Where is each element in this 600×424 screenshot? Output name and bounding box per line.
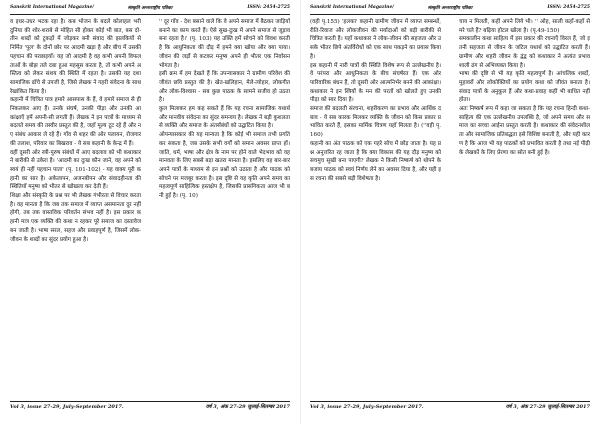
left-page-header	[10, 5, 290, 14]
paragraph: (वही पृ.155) 'हलका' कहानी ग्रामीण जीवन में व्याप्त सम्बन्धों, रीति-रिवाज और लोकजीवन की मर्यादाओं को बड़ी बारीकी से चित्रित करती है। यहाँ कथाकार ने लोक-जीवन की सहजता और उसके भीतर छिपे अंतर्विरोधों को एक साथ पकड़ने का प्रयास किया है।	[310, 19, 441, 60]
right-page-body	[310, 18, 590, 398]
header-rule	[310, 14, 590, 15]
left-column-1	[10, 18, 141, 398]
paragraph: अतः निष्कर्ष रूप में कहा जा सकता है कि यह रचना हिन्दी कथा-साहित्य की एक उल्लेखनीय उपलब्धि है, जो अपने समय और समाज का सच्चा आईना प्रस्तुत करती है। कथाकार की संवेदनशीलता और सामाजिक प्रतिबद्धता इसे विशिष्ट बनाती है, और यही कारण है कि आज भी यह पाठकों को प्रभावित करती है तथा नई पीढ़ी के लेखकों के लिए प्रेरणा का स्रोत बनी हुई है।	[459, 106, 590, 156]
journal-hindi-title: संस्कृति अन्तरराष्ट्रीय पत्रिका	[427, 6, 473, 11]
paragraph: कहानी में चित्रित पात्र हमारे आसपास के हैं, वे हमारे समाज से ही निकलकर आए हैं। उनके संघर्ष, उनकी पीड़ा और उनकी आकांक्षाएँ हमें अपनी-सी लगती हैं। लेखक ने इन पात्रों के माध्यम से बदलते समय की तस्वीर प्रस्तुत की है, जहाँ मूल्य टूट रहे हैं और नए संबंध आकार ले रहे हैं। गाँव से शहर की ओर पलायन, रोजगार की तलाश, परिवार का बिखराव - ये सब कहानी के केन्द्र में हैं।	[10, 97, 141, 147]
paragraph: चाय न मिलती, कहीं अपने लिये भी। '' ओह, साली कहाँ-कहाँ से मरे चले हैं? बढ़िया होटल खोला है। (पृ.49-150)	[459, 19, 590, 34]
paragraph: समाज की बदलती संरचना, शहरीकरण का प्रभाव और आर्थिक दबाव - ये सब कारक मिलकर व्यक्ति के जीवन को किस प्रकार प्रभावित करते हैं, इसका मार्मिक चित्रण यहाँ मिलता है। (''वही पृ. 160)	[310, 106, 441, 139]
left-page-footer	[10, 404, 290, 414]
paragraph: शिक्षा और संस्कृति के प्रश्न पर भी लेखक गंभीरता से विचार करता है। वह मानता है कि जब तक समाज में व्याप्त असमानता दूर नहीं होगी, तब तक वास्तविक परिवर्तन संभव नहीं है। इस प्रकार कहानी मात्र एक व्यक्ति की कथा न रहकर पूरे समाज का दस्तावेज बन जाती है। भाषा सरल, सहज और प्रवाहपूर्ण है, जिसमें लोक-जीवन के शब्दों का सुंदर प्रयोग हुआ है।	[10, 193, 141, 243]
paragraph: व इधर-उधर भटक रहा है। कब भोजन के बदले कोलाहल भरी दुनिया की शोर-शराबे से मोहित सी होकर कोई भी बात, बस दो-तीन शब्दों को टुकड़ों में जोड़कर बनी संवाद की झलकियों से निर्मित 'पुल' के दोनों छोर पर आदमी खड़ा है और बीच में उसकी पहचान की परछाइयाँ। यह जो आदमी है वह कभी अपनी विफलताओं के बोझ तले दबा हुआ महसूस करता है, तो कभी अपने अस्तित्व को लेकर संशय की स्थिति में रहता है। उसकी यह दशा सामाजिक ढाँचे से उपजी है, जिसे लेखक ने गहरी संवेदना के साथ रेखांकित किया है।	[10, 19, 141, 95]
right-column-2	[459, 18, 590, 398]
right-page-footer	[310, 404, 590, 414]
paragraph: वहीं दूसरी ओर स्त्री-पुरुष संबंधों में आए बदलाव को भी कथाकार ने बारीकी से उकेरा है। 'आदमी का दुःख कौन जाने, वह अपने को स्वयं ही नहीं पहचान पाता' (पृ. 101-102) - यह वाक्य पूरी कहानी का सार है। अकेलापन, अजनबीपन और संवादहीनता की स्थितियाँ मनुष्य को भीतर से खोखला कर देती हैं।	[10, 149, 141, 191]
paragraph: ओपन्यासकार की यह मान्यता है कि कोई भी समाज तभी प्रगति कर सकता है, जब उसके सभी वर्गों को समान अवसर प्राप्त हों। जाति, धर्म, भाषा और क्षेत्र के नाम पर होने वाले भेदभाव को वह मानवता के लिए सबसे बड़ा खतरा मानता है। इसलिए वह बार-बार अपने पात्रों के माध्यम से इन प्रश्नों को उठाता है और पाठक को सोचने पर मजबूर करता है। इस दृष्टि से यह कृति अपने समय का महत्वपूर्ण साहित्यिक हस्तक्षेप है, जिसकी प्रासंगिकता आज भी बनी हुई है। (पृ. 10)	[159, 132, 290, 200]
journal-issn: ISSN: 2454-2725	[247, 5, 290, 10]
journal-title: Sanskrit International Magazine/	[10, 5, 94, 10]
journal-title: Sanskrit International Magazine/	[310, 5, 394, 10]
footer-rule	[310, 401, 590, 402]
paragraph: इसी क्रम में हम देखते हैं कि उपन्यासकार ने ग्रामीण परिवेश की जीवंत छवि प्रस्तुत की है। खेत-खलिहान, मेले-त्योहार, लोकगीत और लोक-विश्वास - सब कुछ पाठक के सामने सजीव हो उठता है।	[159, 71, 290, 104]
paragraph: इस कहानी में नारी पात्रों की स्थिति विशेष रूप से उल्लेखनीय है। वे परंपरा और आधुनिकता के बीच संघर्षरत हैं। एक ओर पारिवारिक बंधन हैं, तो दूसरी ओर आत्मनिर्भर बनने की आकांक्षा। कथाकार ने इन स्त्रियों के मन की परतों को खोलते हुए उनकी पीड़ा को स्वर दिया है।	[310, 62, 441, 104]
hindi-issue-info: वर्ष 3, अंक 27-29 जुलाई-सितम्बर 2017	[205, 404, 290, 410]
hindi-issue-info: वर्ष 3, अंक 27-29 जुलाई-सितम्बर 2017	[505, 404, 590, 410]
volume-info: Vol 3, issue 27-29, July-September 2017.	[10, 404, 124, 410]
left-column-2	[159, 18, 290, 398]
header-rule	[10, 14, 290, 15]
paragraph: कहानी का अंत पाठक को एक गहरे सोच में छोड़ जाता है। यह प्रश्न अनुत्तरित रह जाता है कि क्या विकास की यह दौड़ मनुष्य को सचमुच सुखी बना पाएगी? लेखक ने किसी निष्कर्ष को थोपने के बजाय पाठक को स्वयं निर्णय लेने का अवसर दिया है, और यही इस रचना की सबसे बड़ी विशेषता है।	[310, 140, 441, 182]
paragraph: समकालीन कथा साहित्य में इस प्रकार की रचनाएँ विरल हैं, जो इतनी सहजता से जीवन के जटिल यथार्थ को उद्घाटित करती हैं। ग्रामीण और शहरी जीवन के द्वंद्व को कथाकार ने अत्यंत प्रभावशाली ढंग से अभिव्यक्त किया है।	[459, 36, 590, 69]
footer-rule	[10, 401, 290, 402]
right-page	[300, 0, 600, 424]
paragraph: '' दूर गाँव - देश बसाने वाले कि वे अपने समाज में बैठकर जाड़ियाँ बनाने का काम करते हैं। ऐसे सुख-दुःख में अपने समाज से जुड़ाव बना रहता है।' (पृ. 103) यह उक्ति हमें सोचने को विवश करती है कि आधुनिकता की दौड़ में हमने क्या खोया और क्या पाया। जीवन की जड़ों से कटकर मनुष्य अपने ही भीतर एक निर्वासन भोगता है।	[159, 19, 290, 69]
volume-info: Vol 3, issue 27-29, July-September 2017.	[310, 404, 424, 410]
journal-hindi-title: संस्कृति अन्तरराष्ट्रीय पत्रिका	[127, 6, 173, 11]
left-page-body	[10, 18, 290, 398]
right-column-1	[310, 18, 441, 398]
paragraph: कुल मिलाकर हम कह सकते हैं कि यह रचना सामाजिक यथार्थ और मानवीय संवेदना का सुंदर समन्वय है। लेखक ने बड़ी कुशलता से व्यक्ति और समाज के अंतर्संबंधों को उद्घाटित किया है।	[159, 106, 290, 130]
journal-issn: ISSN: 2454-2725	[547, 5, 590, 10]
right-page-header	[310, 5, 590, 14]
paragraph: भाषा की दृष्टि से भी यह कृति महत्वपूर्ण है। आंचलिक शब्दों, मुहावरों और लोकोक्तियों का प्रयोग कथा को जीवंत बनाता है। संवाद पात्रों के अनुकूल हैं और कथा-प्रवाह कहीं भी बाधित नहीं होता।	[459, 71, 590, 104]
